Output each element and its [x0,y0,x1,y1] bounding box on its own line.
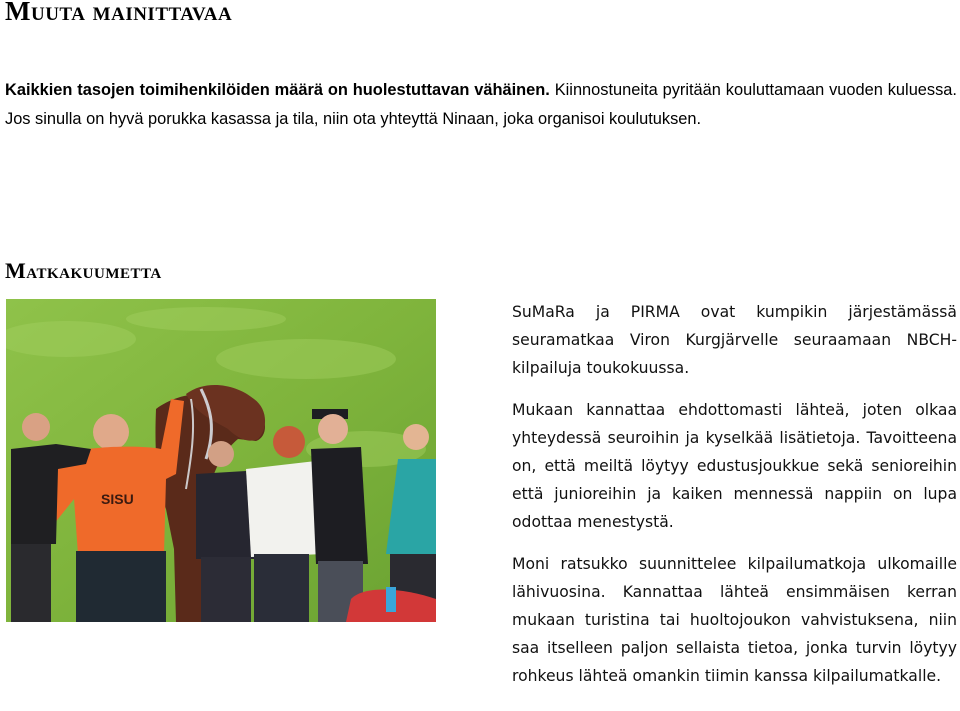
intro-bold-text: Kaikkien tasojen toimihenkilöiden määrä on huolestuttavan vähäinen. [5,81,550,99]
paragraph-2: Mukaan kannattaa ehdottomasti lähteä, joten olkaa yhteydessä seuroihin ja kyselkää lisätietoja. Tavoitteena on, että meiltä löytyy edustusjoukkue sekä senioreihin että junioreihin ja kaiken mennessä nappiin on lupa odottaa menestystä. [512,400,957,532]
intro-paragraph [5,76,957,133]
photo-shirt-text: SISU [101,491,134,507]
matkakuumetta-text-column [512,298,957,691]
paragraph-3: Moni ratsukko suunnittelee kilpailumatkoja ulkomaille lähivuosina. Kannattaa lähteä ensimmäisen kerran mukaan turistina tai huoltojoukon vahvistuksena, niin saa itselleen paljon sellaista tietoa, jonka turvin löytyy rohkeus lähteä omankin tiimin kanssa kilpailumatkalle. [512,554,957,686]
section-heading-matkakuumetta: Matkakuumetta [5,258,162,283]
paragraph-1: SuMaRa ja PIRMA ovat kumpikin järjestämässä seuramatkaa Viron Kurgjärvelle seuraamaan NBCH-kilpailuja toukokuussa. [512,303,957,378]
section-heading-muuta-mainittavaa: Muuta mainittavaa [5,0,233,26]
photo-horse-washing [6,299,436,622]
intro-text: Kiinnostuneita pyritään kouluttamaan vuoden kuluessa. Jos sinulla on hyvä porukka kasassa ja tila, niin ota yhteyttä Ninaan, joka organisoi koulutuksen. [5,81,957,128]
